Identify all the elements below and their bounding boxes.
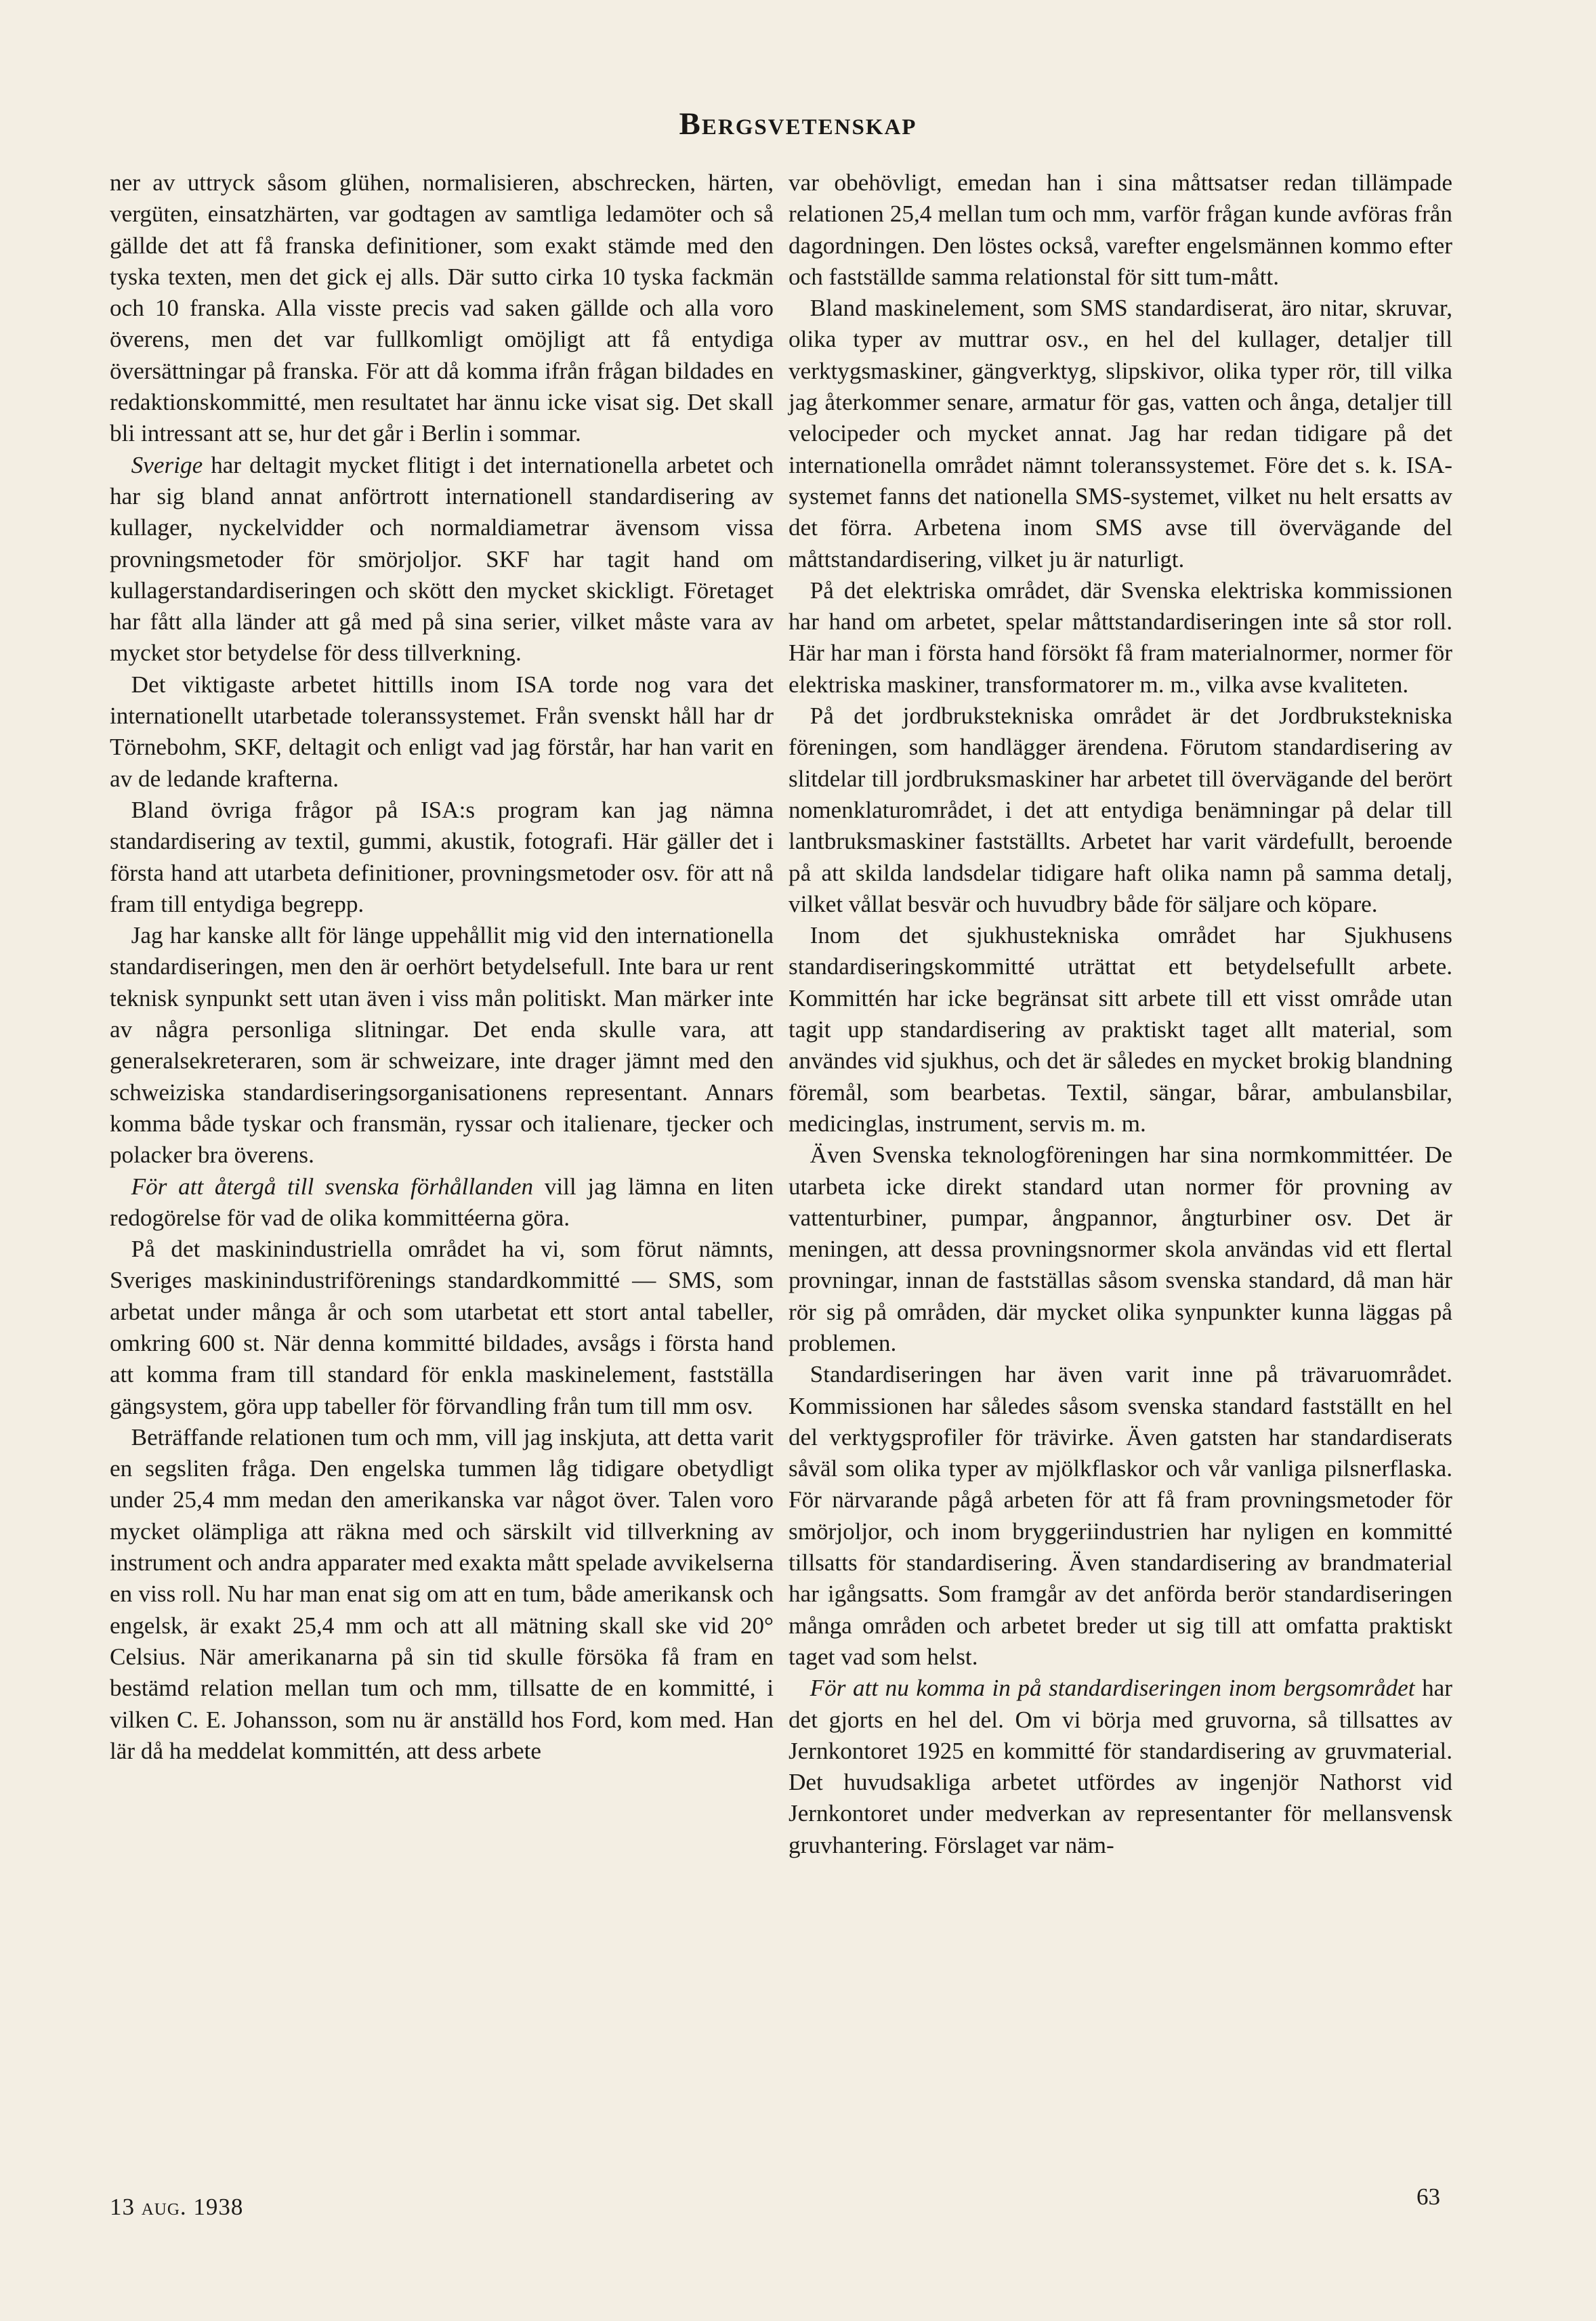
paragraph: Jag har kanske allt för länge uppehållit mig vid den internationella standardiseringen, men den är oerhört betydelsefull. Inte bara ur rent teknisk synpunkt sett utan även i viss mån politiskt. Man märker inte av några personliga slitningar. Det enda skulle vara, att generalsekreteraren, som är schweizare, inte drager jämnt med den schweiziska standardiseringsorganisationens representant. Annars komma både tyskar och fransmän, ryssar och italienare, tjecker och polacker bra överens. bbox=[110, 922, 774, 1169]
paragraph bbox=[789, 1673, 1452, 1861]
paragraph: Bland övriga frågor på ISA:s program kan jag nämna standardisering av textil, gummi, akustik, fotografi. Här gäller det i första hand att utarbeta definitioner, provningsmetoder osv. för att nå fram till entydiga begrepp. bbox=[110, 796, 774, 917]
right-column bbox=[789, 167, 1452, 1861]
italic-lead: För att nu komma in på standardiseringen inom bergsområdet bbox=[810, 1675, 1415, 1702]
paragraph: Även Svenska teknologföreningen har sina normkommittéer. De utarbeta icke direkt standard utan normer för provning av vattenturbiner, pumpar, ångpannor, ångturbiner osv. Det är meningen, att dessa provningsnormer skola användas vid ett flertal provningar, innan de fastställas såsom svenska standard, då man här rör sig på områden, där mycket olika synpunkter kunna läggas på problemen. bbox=[789, 1142, 1452, 1356]
paragraph-text: har deltagit mycket flitigt i det internationella arbetet och har sig bland annat anförtrott internationell standardisering av kullager, nyckelvidder och normaldiametrar ävensom vissa provningsmetoder för smörjoljor. SKF har tagit hand om kullagerstandardiseringen och skött den mycket skickligt. Företaget har fått alla länder att gå med på sina serier, vilket måste vara av mycket stor betydelse för dess tillverkning. bbox=[110, 451, 774, 667]
page-number: 63 bbox=[1416, 2183, 1440, 2210]
left-column bbox=[110, 167, 774, 1767]
page-title: Bergsvetenskap bbox=[679, 106, 917, 142]
paragraph: På det jordbrukstekniska området är det Jordbrukstekniska föreningen, som handlägger ärendena. Förutom standardisering av slitdelar till jordbruksmaskiner har arbetet till övervägande del berört nomenklaturområdet, i det att entydiga benämningar på delar till lantbruksmaskiner fastställts. Arbetet har varit värdefullt, beroende på att skilda landsdelar tidigare haft olika namn på samma detalj, vilket vållat besvär och huvudbry både för säljare och köpare. bbox=[789, 703, 1452, 917]
italic-lead: För att återgå till svenska förhållanden bbox=[131, 1173, 534, 1200]
paragraph: ner av uttryck såsom glühen, normalisieren, abschrecken, härten, vergüten, einsatzhärten, var godtagen av samtliga ledamöter och så gällde det att få franska definitioner, som exakt stämde med den tyska texten, men det gick ej alls. Där sutto cirka 10 tyska fackmän och 10 franska. Alla visste precis vad saken gällde och alla voro överens, men det var fullkomligt omöjligt att få entydiga översättningar på franska. För att då komma ifrån frågan bildades en redaktionskommitté, men resultatet har ännu icke visat sig. Det skall bli intressant att se, hur det går i Berlin i sommar. bbox=[110, 169, 774, 447]
paragraph: Bland maskinelement, som SMS standardiserat, äro nitar, skruvar, olika typer av muttrar osv., en hel del kullager, detaljer till verktygsmaskiner, gängverktyg, slipskivor, olika typer rör, till vilka jag återkommer senare, armatur för gas, vatten och ånga, detaljer till velocipeder och mycket annat. Jag har redan tidigare på det internationella området nämnt toleranssystemet. Före det s. k. ISA-systemet fanns det nationella SMS-systemet, vilket nu helt ersatts av det förra. Arbetena inom SMS avse till övervägande del måttstandardisering, vilket ju är naturligt. bbox=[789, 295, 1452, 572]
paragraph: Standardiseringen har även varit inne på trävaruområdet. Kommissionen har således såsom svenska standard fastställt en hel del verktygsprofiler för trävirke. Även gatsten har standardiserats såväl som olika typer av mjölkflaskor och vår vanliga pilsnerflaska. För närvarande pågå arbeten för att få fram provningsmetoder för smörjoljor, och inom bryggeriindustrien har nyligen en kommitté tillsatts för standardisering. Även standardisering av brandmaterial har igångsatts. Som framgår av det anförda berör standardiseringen många områden och arbetet breder ut sig till att omfatta praktiskt taget vad som helst. bbox=[789, 1361, 1452, 1670]
paragraph bbox=[110, 450, 774, 669]
paragraph: På det elektriska området, där Svenska elektriska kommissionen har hand om arbetet, spelar måttstandardiseringen inte så stor roll. Här har man i första hand försökt få fram materialnormer, normer för elektriska maskiner, transformatorer m. m., vilka avse kvaliteten. bbox=[789, 577, 1452, 698]
footer-date: 13 aug. 1938 bbox=[110, 2194, 244, 2220]
italic-lead: Sverige bbox=[131, 451, 203, 478]
paragraph: Beträffande relationen tum och mm, vill jag inskjuta, att detta varit en segsliten fråga. Den engelska tummen låg tidigare obetydligt under 25,4 mm medan den amerikanska var något över. Talen voro mycket olämpliga att räkna med och särskilt vid tillverkning av instrument och andra apparater med exakta mått spelade avvikelserna en viss roll. Nu har man enat sig om att en tum, både amerikansk och engelsk, är exakt 25,4 mm och att all mätning skall ske vid 20° Celsius. När amerikanarna på sin tid skulle försöka få fram en bestämd relation mellan tum och mm, tillsatte de en kommitté, i vilken C. E. Johansson, som nu är anställd hos Ford, kom med. Han lär då ha meddelat kommittén, att dess arbete bbox=[110, 1423, 774, 1764]
paragraph: Det viktigaste arbetet hittills inom ISA torde nog vara det internationellt utarbetade toleranssystemet. Från svenskt håll har dr Törnebohm, SKF, deltagit och enligt vad jag förstår, har han varit en av de ledande krafterna. bbox=[110, 671, 774, 792]
paragraph-text: har det gjorts en hel del. Om vi börja med gruvorna, så tillsattes av Jernkontoret 1925 en kommitté för standardisering av gruvmaterial. Det huvudsakliga arbetet utfördes av ingenjör Nathorst vid Jernkontoret under medverkan av representanter för mellansvensk gruvhantering. Förslaget var näm- bbox=[789, 1675, 1453, 1858]
paragraph: På det maskinindustriella området ha vi, som förut nämnts, Sveriges maskinindustriförenings standardkommitté — SMS, som arbetat under många år och som utarbetat ett stort antal tabeller, omkring 600 st. När denna kommitté bildades, avsågs i första hand att komma fram till standard för enkla maskinelement, fastställa gängsystem, göra upp tabeller för förvandling från tum till mm osv. bbox=[110, 1236, 774, 1419]
paragraph-text: vill jag lämna en liten redogörelse för vad de olika kommittéerna göra. bbox=[110, 1173, 774, 1231]
paragraph: Inom det sjukhustekniska området har Sjukhusens standardiseringskommitté uträttat ett betydelsefullt arbete. Kommittén har icke begränsat sitt arbete till ett visst område utan tagit upp standardisering av praktiskt taget allt material, som användes vid sjukhus, och det är således en mycket brokig blandning föremål, som bearbetas. Textil, sängar, bårar, ambulansbilar, medicinglas, instrument, servis m. m. bbox=[789, 922, 1452, 1137]
paragraph bbox=[110, 1171, 774, 1234]
paragraph: var obehövligt, emedan han i sina måttsatser redan tillämpade relationen 25,4 mellan tum och mm, varför frågan kunde avföras från dagordningen. Den löstes också, varefter engelsmännen kommo efter och fastställde samma relationstal för sitt tum-mått. bbox=[789, 169, 1452, 290]
